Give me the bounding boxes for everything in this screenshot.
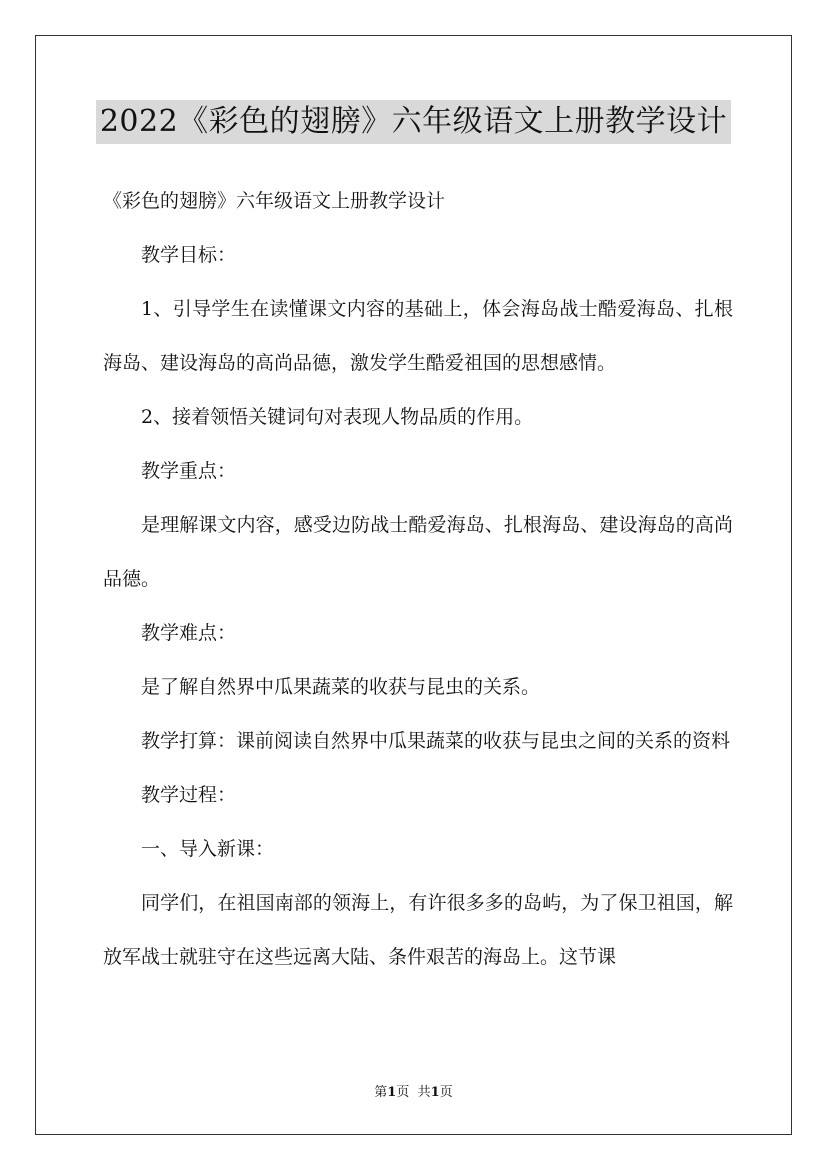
paragraph-process-heading: 教学过程：: [141, 784, 237, 806]
paragraph-intro: 同学们，在祖国南部的领海上，有许很多多的岛屿，为了保卫祖国，解放军战士就驻守在这些远离大陆、条件艰苦的海岛上。这节课: [103, 892, 733, 968]
paragraph-difficulties-heading: 教学难点：: [141, 622, 237, 644]
paragraph-difficulties: 是了解自然界中瓜果蔬菜的收获与昆虫的关系。: [141, 676, 541, 698]
paragraph-objective-1: 1、引导学生在读懂课文内容的基础上，体会海岛战士酷爱海岛、扎根海岛、建设海岛的高尚品德，激发学生酷爱祖国的思想感情。: [103, 298, 733, 374]
paragraph-objective-2: 2、接着领悟关键词句对表现人物品质的作用。: [141, 406, 534, 428]
footer-page-number: 1: [387, 1085, 397, 1100]
paragraph-intro-heading: 一、导入新课：: [141, 838, 275, 860]
page-footer: [0, 1084, 827, 1102]
footer-page-suffix: 页: [396, 1085, 410, 1100]
paragraph-subtitle: 《彩色的翅膀》六年级语文上册教学设计: [103, 190, 446, 212]
footer-page-prefix: 第: [374, 1085, 388, 1100]
paragraph-key-points: 是理解课文内容，感受边防战士酷爱海岛、扎根海岛、建设海岛的高尚品德。: [103, 514, 733, 590]
document-body: [103, 174, 733, 984]
paragraph-objectives-heading: 教学目标：: [141, 244, 237, 266]
footer-total-number: 1: [430, 1085, 440, 1100]
footer-total-prefix: 共: [417, 1085, 431, 1100]
footer-total-suffix: 页: [439, 1085, 453, 1100]
paragraph-key-points-heading: 教学重点：: [141, 460, 237, 482]
paragraph-preparation: 教学打算：课前阅读自然界中瓜果蔬菜的收获与昆虫之间的关系的资料: [141, 730, 731, 752]
document-title: [0, 100, 827, 144]
document-title-text: 2022《彩色的翅膀》六年级语文上册教学设计: [96, 100, 731, 144]
